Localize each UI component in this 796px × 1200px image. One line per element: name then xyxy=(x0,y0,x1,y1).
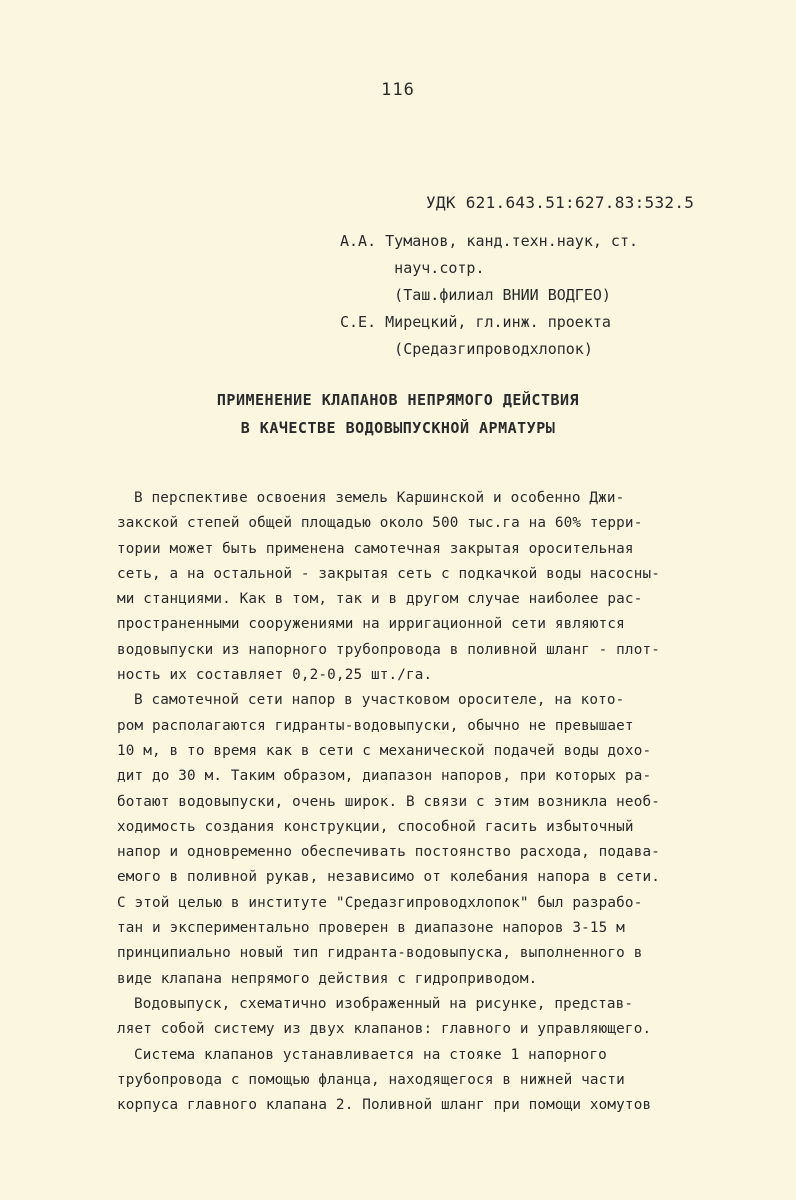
body-line: Система клапанов устанавливается на стояке 1 напорного xyxy=(134,1046,607,1063)
body-line: емого в поливной рукав, независимо от колебания напора в сети. xyxy=(117,869,660,886)
body-line: В перспективе освоения земель Каршинской и особенно Джи- xyxy=(134,490,625,506)
body-line: ми станциями. Как в том, так и в другом случае наиболее рас- xyxy=(117,591,643,608)
body-line: Водовыпуск, схематично изображенный на рисунке, представ- xyxy=(134,995,634,1012)
body-line: напор и одновременно обеспечивать постоянство расхода, подава- xyxy=(117,844,660,861)
body-line: В самотечной сети напор в участковом оросителе, на кото- xyxy=(134,692,625,709)
author-line: С.Е. Мирецкий, гл.инж. проекта xyxy=(340,313,611,331)
body-line: тан и экспериментально проверен в диапазоне напоров 3-15 м xyxy=(117,920,625,937)
body-line: 10 м, в то время как в сети с механической подачей воды дохо- xyxy=(117,742,652,759)
body-line: ром располагаются гидранты-водовыпуски, обычно не превышает xyxy=(117,717,634,734)
body-line: сеть, а на остальной - закрытая сеть с подкачкой воды насосны- xyxy=(117,565,660,582)
body-line: водовыпуски из напорного трубопровода в поливной шланг - плот- xyxy=(117,641,660,658)
authors-block xyxy=(340,228,638,363)
body-line: тории может быть применена самотечная закрытая оросительная xyxy=(117,540,634,557)
title-line: В КАЧЕСТВЕ ВОДОВЫПУСКНОЙ АРМАТУРЫ xyxy=(240,419,556,437)
author-line: (Средазгипроводхлопок) xyxy=(340,340,593,358)
body-line: виде клапана непрямого действия с гидроприводом. xyxy=(117,970,538,987)
body-line: пространенными сооружениями на ирригационной сети являются xyxy=(117,616,625,633)
udc-code: УДК 621.643.51:627.83:532.5 xyxy=(426,193,695,212)
author-line: науч.сотр. xyxy=(340,259,485,277)
article-body xyxy=(117,486,697,1118)
body-line: ходимость создания конструкции, способной гасить избыточный xyxy=(117,818,634,835)
body-line: С этой целью в институте "Средазгипроводхлопок" был разрабо- xyxy=(117,894,643,911)
author-line: (Таш.филиал ВНИИ ВОДГЕО) xyxy=(340,286,611,304)
body-line: закской степей общей площадью около 500 тыс.га на 60% терри- xyxy=(117,515,643,532)
page-number: 116 xyxy=(381,80,415,100)
body-line: принципиально новый тип гидранта-водовыпуска, выполненного в xyxy=(117,945,643,962)
author-line: А.А. Туманов, канд.техн.наук, ст. xyxy=(340,232,639,250)
body-line: трубопровода с помощью фланца, находящегося в нижней части xyxy=(117,1071,625,1088)
body-line: ляет собой систему из двух клапанов: главного и управляющего. xyxy=(117,1021,652,1038)
body-line: ность их составляет 0,2-0,25 шт./га. xyxy=(117,667,433,684)
body-line: корпуса главного клапана 2. Поливной шланг при помощи хомутов xyxy=(117,1097,652,1114)
title-line: ПРИМЕНЕНИЕ КЛАПАНОВ НЕПРЯМОГО ДЕЙСТВИЯ xyxy=(216,391,580,409)
body-line: ботают водовыпуски, очень широк. В связи с этим возникла необ- xyxy=(117,793,660,810)
body-line: дит до 30 м. Таким образом, диапазон напоров, при которых ра- xyxy=(117,768,652,785)
article-title xyxy=(0,386,796,442)
